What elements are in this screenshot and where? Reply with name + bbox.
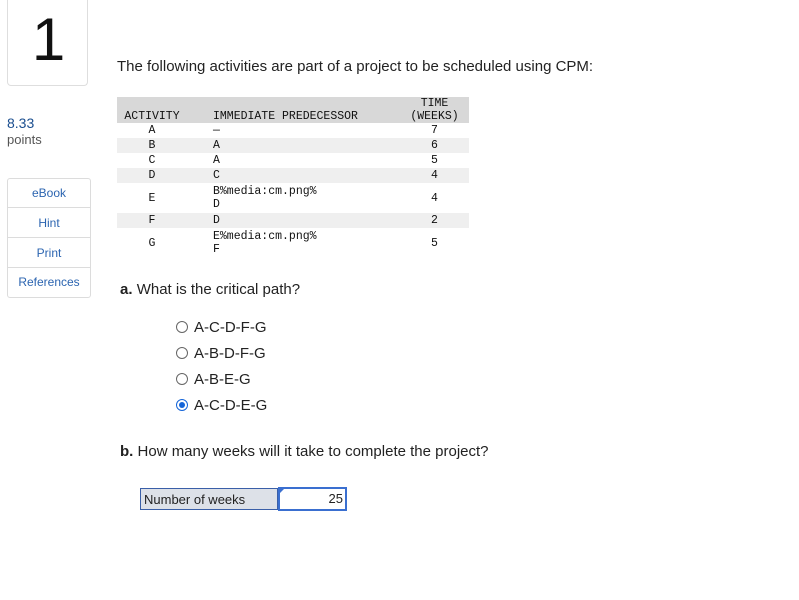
cell-time: 2 (400, 213, 469, 228)
part-b-question (120, 443, 489, 460)
table-row (117, 228, 469, 258)
option-label: A-B-E-G (194, 370, 251, 388)
cell-time: 5 (431, 154, 438, 167)
predecessor-line2: F (213, 243, 220, 256)
hint-button[interactable]: Hint (8, 208, 90, 238)
radio-button[interactable] (176, 373, 188, 385)
option-1[interactable] (176, 317, 266, 337)
cell-predecessor: C (187, 168, 400, 183)
table-header-row (117, 97, 469, 123)
points-value: 8.33 (7, 115, 35, 131)
cell-predecessor: — (213, 124, 220, 137)
table-row (117, 183, 469, 213)
predecessor-line1: B%media:cm.png% (213, 185, 317, 198)
part-a-text: What is the critical path? (136, 281, 301, 298)
header-time-line2: (WEEKS) (410, 110, 459, 123)
cell-activity: D (117, 168, 187, 183)
cell-predecessor: A (187, 138, 400, 153)
header-predecessor: IMMEDIATE PREDECESSOR (187, 97, 400, 123)
question-number-box (7, 0, 88, 86)
ebook-button[interactable]: eBook (8, 179, 90, 208)
cell-activity: B (117, 138, 187, 153)
cell-activity: A (148, 124, 156, 137)
cell-activity: F (117, 213, 187, 228)
table-row (117, 123, 469, 138)
option-4[interactable] (176, 395, 267, 415)
print-button[interactable]: Print (8, 238, 90, 268)
cell-activity: G (148, 236, 156, 250)
activity-table (117, 97, 469, 258)
option-3[interactable] (176, 369, 251, 389)
cell-time: 7 (431, 124, 438, 137)
weeks-input[interactable]: 25 (278, 487, 347, 511)
radio-button-selected[interactable] (176, 399, 188, 411)
part-a-question (120, 281, 300, 298)
option-2[interactable] (176, 343, 266, 363)
cell-time: 5 (431, 236, 438, 250)
references-button[interactable]: References (18, 275, 80, 289)
table-row (117, 153, 469, 168)
sidebar-buttons (7, 178, 91, 298)
cell-predecessor (187, 228, 400, 258)
cell-activity: C (148, 154, 156, 167)
points-label: points (7, 132, 42, 147)
header-time-line1: TIME (420, 97, 449, 110)
cell-predecessor (187, 183, 400, 213)
cell-time: 4 (400, 168, 469, 183)
cell-predecessor: A (213, 154, 220, 167)
header-time (400, 97, 469, 123)
table-row (117, 168, 469, 183)
predecessor-line1: E%media:cm.png% (213, 230, 317, 243)
predecessor-line2: D (213, 198, 220, 211)
part-b-text: How many weeks will it take to complete the project? (137, 443, 489, 460)
table-row (117, 213, 469, 228)
part-b-label: b. (120, 443, 134, 460)
cell-predecessor: D (187, 213, 400, 228)
option-label: A-C-D-F-G (194, 318, 267, 336)
answer-row (140, 488, 347, 511)
radio-button[interactable] (176, 321, 188, 333)
table-row (117, 138, 469, 153)
weeks-label: Number of weeks (140, 488, 278, 510)
cell-activity: E (148, 191, 156, 205)
cell-time: 4 (431, 191, 438, 205)
option-label: A-B-D-F-G (194, 344, 266, 362)
cell-time: 6 (400, 138, 469, 153)
question-number: 1 (31, 6, 66, 73)
header-activity: ACTIVITY (117, 97, 187, 123)
intro-text: The following activities are part of a project to be scheduled using CPM: (117, 58, 594, 75)
radio-button[interactable] (176, 347, 188, 359)
part-a-label: a. (120, 281, 133, 298)
option-label: A-C-D-E-G (194, 396, 268, 414)
